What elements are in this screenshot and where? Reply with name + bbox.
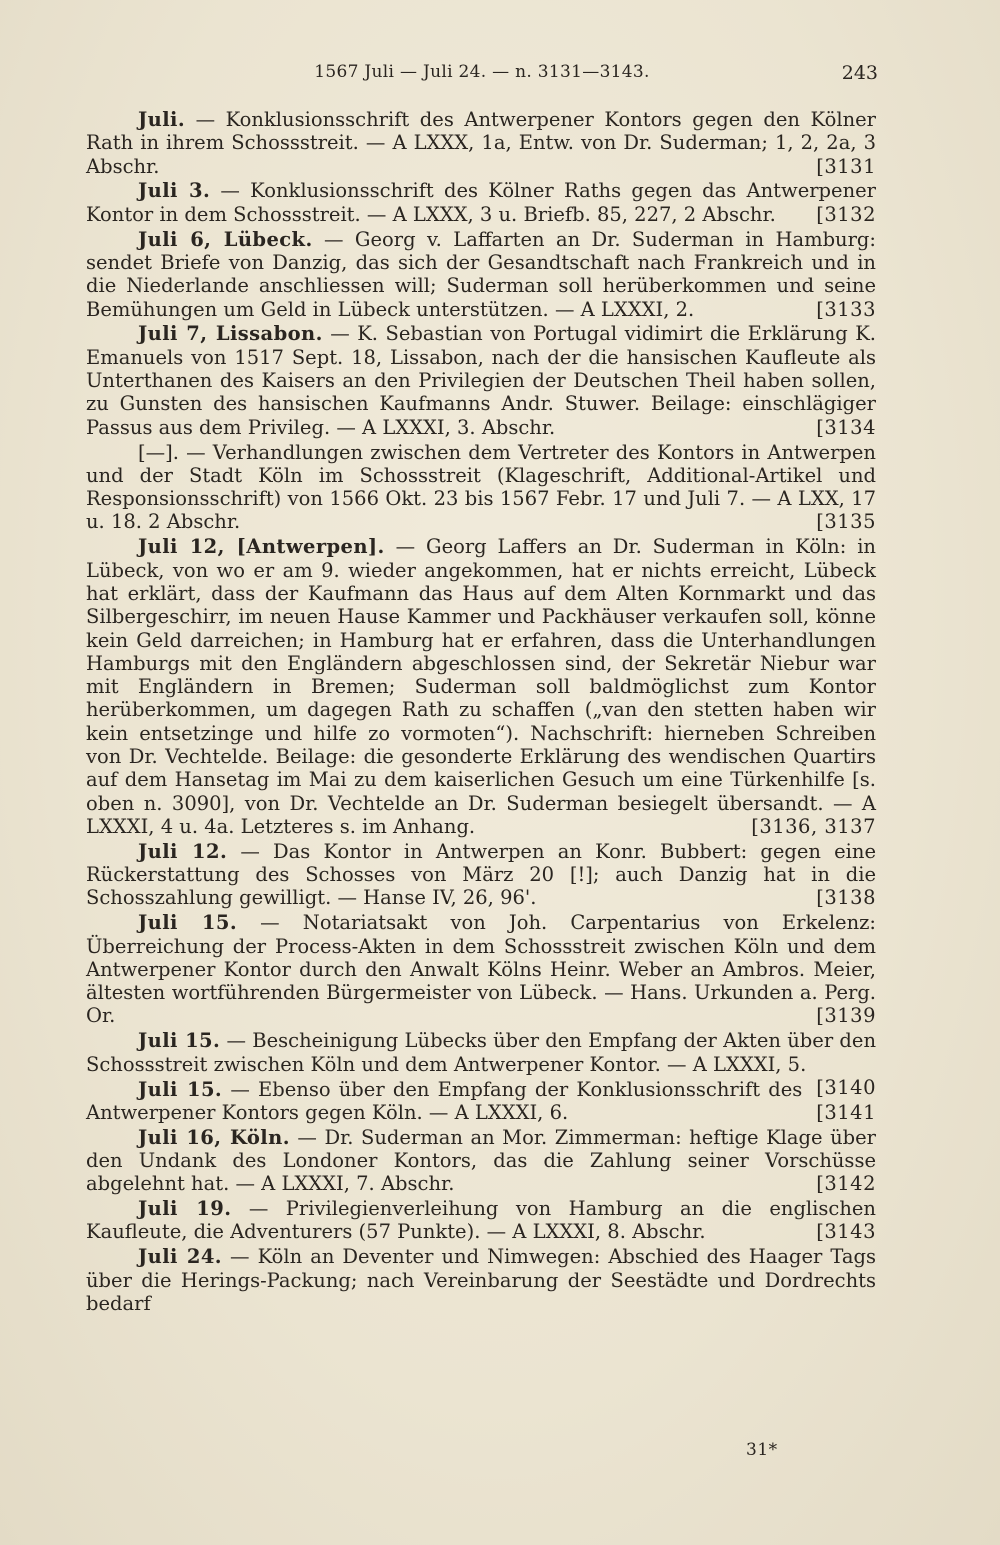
entry-text: [—]. — Verhandlungen zwischen dem Vertreter des Kontors in Antwerpen und der Stadt Köln im Schossstreit (Klageschrift, Additional-Artikel und Responsionsschrift) von 1566 Okt. 23 bis 1567 Febr. 17 und Juli 7. — A LXX, 17 u. 18. 2 Abschr. bbox=[86, 440, 876, 534]
entry-number: [3135 bbox=[816, 510, 876, 534]
register-entry bbox=[86, 228, 876, 321]
entry-text: — Köln an Deventer und Nimwegen: Abschied des Haager Tags über die Herings-Packung; nach Vereinbarung der Seestädte und Dordrechts bedarf bbox=[86, 1245, 876, 1315]
entry-date: Juli. bbox=[138, 108, 186, 131]
entry-text: — Konklusionsschrift des Antwerpener Kontors gegen den Kölner Rath in ihrem Schossstreit. — A LXXX, 1a, Entw. von Dr. Suderman; 1, 2, 2a, 3 Abschr. bbox=[86, 108, 876, 178]
register-entry bbox=[86, 535, 876, 838]
entry-text: — Dr. Suderman an Mor. Zimmerman: heftige Klage über den Undank des Londoner Kontors, das die Zahlung seiner Vorschüsse abgelehnt hat. — A LXXXI, 7. Abschr. bbox=[86, 1125, 876, 1196]
register-entry bbox=[86, 322, 876, 438]
entry-date: Juli 12, [Antwerpen]. bbox=[138, 535, 385, 559]
entry-number: [3142 bbox=[816, 1172, 876, 1196]
entry-number: [3138 bbox=[816, 886, 876, 910]
entry-date: Juli 16, Köln. bbox=[138, 1125, 290, 1149]
register-entry bbox=[86, 1126, 876, 1196]
entry-date: Juli 19. bbox=[138, 1197, 232, 1221]
entry-date: Juli 6, Lübeck. bbox=[138, 227, 313, 251]
register-entry bbox=[86, 179, 876, 226]
register-entry bbox=[86, 1075, 876, 1125]
entry-number: [3134 bbox=[816, 415, 876, 439]
entry-date: Juli 3. bbox=[138, 179, 211, 203]
register-entry bbox=[86, 1245, 876, 1315]
entry-number: [3132 bbox=[816, 202, 876, 226]
register-entry bbox=[86, 840, 876, 910]
entry-text: — Das Kontor in Antwerpen an Konr. Bubbert: gegen eine Rückerstattung des Schosses von März 20 [!]; auch Danzig hat in die Schosszahlung gewilligt. — Hanse IV, 26, 96'. bbox=[86, 839, 877, 910]
entry-text: — Privilegienverleihung von Hamburg an die englischen Kaufleute, die Adventurers (57 Punkte). — A LXXXI, 8. Abschr. bbox=[86, 1197, 876, 1244]
entry-date: Juli 12. bbox=[138, 839, 228, 863]
register-entry bbox=[86, 1197, 876, 1244]
page-header bbox=[86, 62, 878, 86]
sheet-signature: 31* bbox=[746, 1440, 778, 1460]
entry-number: [3133 bbox=[816, 297, 876, 321]
entry-text: — Bescheinigung Lübecks über den Empfang der Akten über den Schossstreit zwischen Köln und dem Antwerpener Kontor. — A LXXXI, 5. bbox=[86, 1029, 876, 1076]
register-entry bbox=[86, 911, 876, 1027]
entry-number: [3136, 3137 bbox=[751, 814, 876, 838]
register-entries bbox=[86, 108, 876, 1317]
entry-number: [3143 bbox=[816, 1220, 876, 1244]
entry-date: Juli 15. bbox=[138, 1077, 223, 1101]
entry-number: [3139 bbox=[816, 1004, 876, 1028]
entry-text: — Ebenso über den Empfang der Konklusionsschrift des Antwerpener Kontors gegen Köln. — A LXXXI, 6. bbox=[86, 1077, 803, 1124]
entry-number: [3140 bbox=[816, 1075, 876, 1099]
entry-date: Juli 15. bbox=[138, 911, 238, 935]
page-number: 243 bbox=[841, 62, 878, 84]
register-entry bbox=[86, 1029, 876, 1099]
entry-date: Juli 7, Lissabon. bbox=[138, 322, 323, 346]
entry-text: — Georg v. Laffarten an Dr. Suderman in Hamburg: sendet Briefe von Danzig, das sich der Gesandtschaft nach Frankreich und in die Niederlande anschliessen will; Suderman soll herüberkommen und seine Bemühungen um Geld in Lübeck unterstützen. — A LXXXI, 2. bbox=[86, 227, 876, 321]
entry-number: [3141 bbox=[816, 1100, 876, 1124]
register-entry bbox=[86, 441, 876, 534]
entry-text: — K. Sebastian von Portugal vidimirt die Erklärung K. Emanuels von 1517 Sept. 18, Lissabon, nach der die hansischen Kaufleute als Unterthanen des Kaisers an den Privilegien der Deutschen Theil haben sollen, zu Gunsten des hansischen Kaufmanns Andr. Stuwer. Beilage: einschlägiger Passus aus dem Privileg. — A LXXXI, 3. Abschr. bbox=[86, 322, 877, 439]
running-title: 1567 Juli — Juli 24. — n. 3131—3143. bbox=[314, 62, 650, 82]
register-entry bbox=[86, 108, 876, 178]
entry-date: Juli 24. bbox=[138, 1245, 222, 1269]
entry-date: Juli 15. bbox=[138, 1029, 221, 1053]
entry-text: — Notariatsakt von Joh. Carpentarius von Erkelenz: Überreichung der Process-Akten in dem Schossstreit zwischen Köln und dem Antwerpener Kontor durch den Anwalt Kölns Heinr. Weber an Ambros. Meier, ältesten wortführenden Bürgermeister von Lübeck. — Hans. Urkunden a. Perg. Or. bbox=[86, 911, 877, 1028]
entry-text: — Konklusionsschrift des Kölner Raths gegen das Antwerpener Kontor in dem Schossstreit. — A LXXX, 3 u. Briefb. 85, 227, 2 Abschr. bbox=[86, 179, 876, 226]
entry-text: — Georg Laffers an Dr. Suderman in Köln: in Lübeck, von wo er am 9. wieder angekommen, hat er nichts erreicht, Lübeck hat erklärt, dass der Kaufmann das Haus auf dem Alten Kornmarkt und das Silbergeschirr, im neuen Hause Kammer und Packhäuser verkaufen soll, könne kein Geld darreichen; in Hamburg hat er erfahren, dass die Unterhandlungen Hamburgs mit den Engländern abgeschlossen sind, der Sekretär Niebur war mit Engländern in Bremen; Suderman soll baldmöglichst zum Kontor herüberkommen, um dagegen Rath zu schaffen („van den stetten haben wir kein entsetzinge und hilfe zo vormoten“). Nachschrift: hierneben Schreiben von Dr. Vechtelde. Beilage: die gesonderte Erklärung des wendischen Quartirs auf dem Hansetag im Mai zu dem kaiserlichen Gesuch um eine Türkenhilfe [s. oben n. 3090], von Dr. Vechtelde an Dr. Suderman besiegelt übersandt. — A LXXXI, 4 u. 4a. Letzteres s. im Anhang. bbox=[86, 535, 876, 838]
entry-number: [3131 bbox=[816, 154, 876, 178]
